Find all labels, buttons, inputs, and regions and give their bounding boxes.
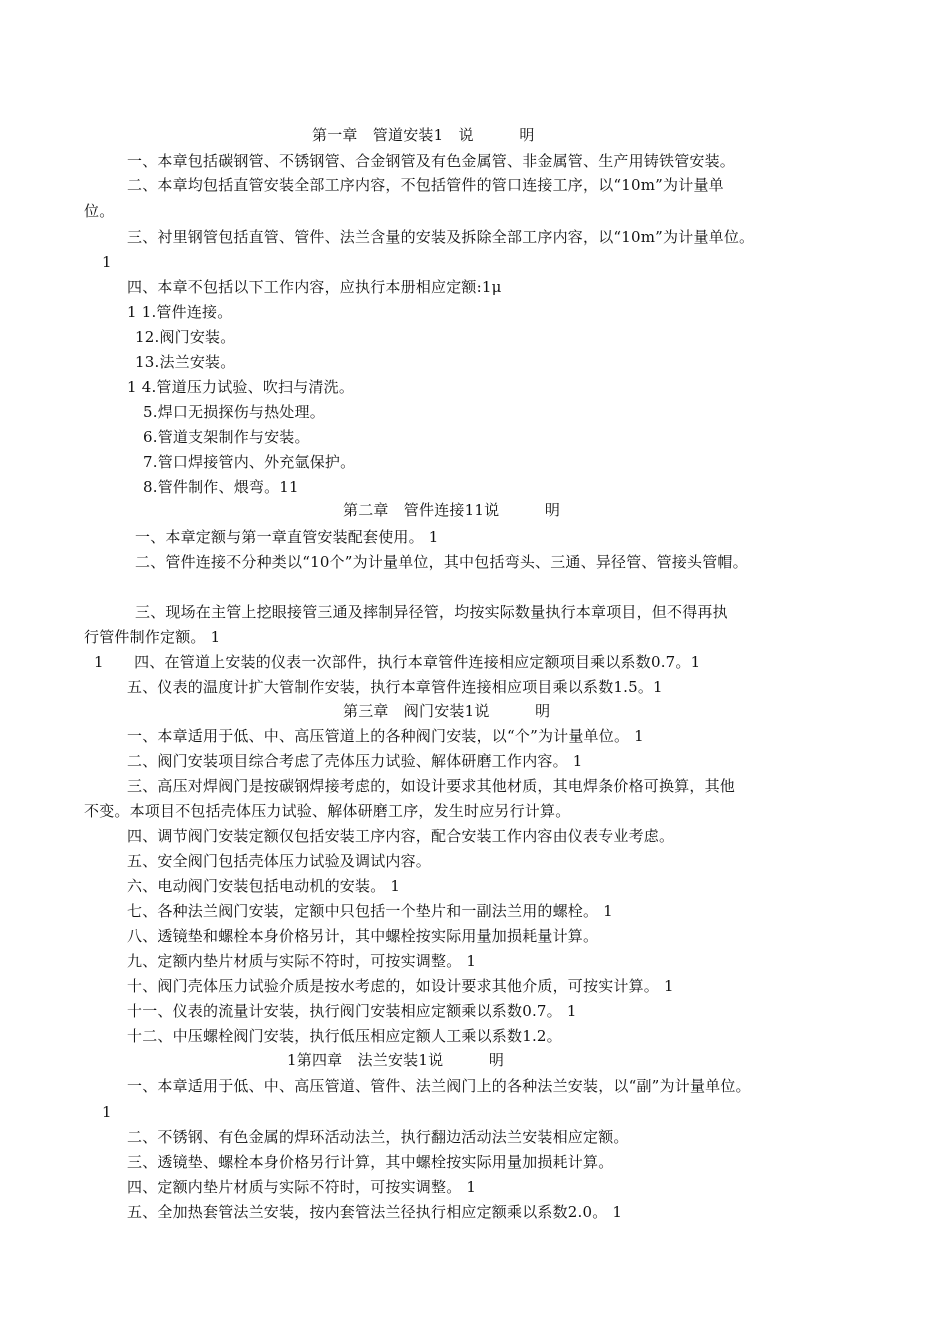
chapter-2-line-2: 二、管件连接不分种类以“10个”为计量单位，其中包括弯头、三通、异径管、管接头管帽。 [135, 553, 748, 571]
chapter-4-line-3: 二、不锈钢、有色金属的焊环活动法兰，执行翻边活动法兰安装相应定额。 [127, 1128, 629, 1146]
chapter-1-line-5: 1 [102, 253, 112, 271]
chapter-3-title: 第三章 阀门安装1说 明 [343, 702, 551, 720]
chapter-3-line-12: 十一、仪表的流量计安装，执行阀门安装相应定额乘以系数0.7。 1 [127, 1002, 577, 1020]
chapter-3-line-4: 不变。本项目不包括壳体压力试验、解体研磨工序，发生时应另行计算。 [84, 802, 571, 820]
chapter-4-line-1: 一、本章适用于低、中、高压管道、管件、法兰阀门上的各种法兰安装，以“副”为计量单位。 [127, 1077, 751, 1095]
chapter-1-line-11: 5.焊口无损探伤与热处理。 [143, 403, 325, 421]
chapter-4-line-5: 四、定额内垫片材质与实际不符时，可按实调整。 1 [127, 1178, 477, 1196]
chapter-3-line-6: 五、安全阀门包括壳体压力试验及调试内容。 [127, 852, 432, 870]
chapter-4-line-4: 三、透镜垫、螺栓本身价格另行计算，其中螺栓按实际用量加损耗计算。 [127, 1153, 614, 1171]
chapter-4-line-6: 五、全加热套管法兰安装，按内套管法兰径执行相应定额乘以系数2.0。 1 [127, 1203, 623, 1221]
chapter-2-line-1: 一、本章定额与第一章直管安装配套使用。 1 [135, 528, 439, 546]
chapter-1-line-1: 一、本章包括碳钢管、不锈钢管、合金钢管及有色金属管、非金属管、生产用铸铁管安装。 [127, 152, 736, 170]
chapter-1-line-10: 1 4.管道压力试验、吹扫与清洗。 [127, 378, 355, 396]
chapter-1-line-12: 6.管道支架制作与安装。 [143, 428, 310, 446]
chapter-3-line-3: 三、高压对焊阀门是按碳钢焊接考虑的，如设计要求其他材质，其电焊条价格可换算，其他 [127, 777, 736, 795]
chapter-1-line-14: 8.管件制作、煨弯。11 [143, 478, 299, 496]
chapter-2-title: 第二章 管件连接11说 明 [343, 501, 561, 519]
chapter-1-line-6: 四、本章不包括以下工作内容，应执行本册相应定额:1μ [127, 278, 502, 296]
chapter-2-line-5: 1 四、在管道上安装的仪表一次部件，执行本章管件连接相应定额项目乘以系数0.7。1 [94, 653, 701, 671]
chapter-3-line-9: 八、透镜垫和螺栓本身价格另计，其中螺栓按实际用量加损耗量计算。 [127, 927, 599, 945]
chapter-1-line-9: 13.法兰安装。 [135, 353, 236, 371]
chapter-4-line-2: 1 [102, 1103, 112, 1121]
chapter-1-line-13: 7.管口焊接管内、外充氩保护。 [143, 453, 356, 471]
chapter-4-title: 1第四章 法兰安装1说 明 [287, 1051, 505, 1069]
chapter-1-line-4: 三、衬里钢管包括直管、管件、法兰含量的安装及拆除全部工序内容，以“10m”为计量单位。 [127, 228, 755, 246]
chapter-1-line-7: 1 1.管件连接。 [127, 303, 233, 321]
chapter-3-line-8: 七、各种法兰阀门安装，定额中只包括一个垫片和一副法兰用的螺栓。 1 [127, 902, 613, 920]
chapter-2-line-3: 三、现场在主管上挖眼接管三通及摔制异径管，均按实际数量执行本章项目，但不得再执 [135, 603, 728, 621]
chapter-1-line-2: 二、本章均包括直管安装全部工序内容，不包括管件的管口连接工序，以“10m”为计量单 [127, 176, 724, 194]
chapter-3-line-2: 二、阀门安装项目综合考虑了壳体压力试验、解体研磨工作内容。 1 [127, 752, 583, 770]
chapter-2-line-4: 行管件制作定额。 1 [84, 628, 221, 646]
chapter-3-line-7: 六、电动阀门安装包括电动机的安装。 1 [127, 877, 401, 895]
chapter-2-line-6: 五、仪表的温度计扩大管制作安装，执行本章管件连接相应项目乘以系数1.5。1 [127, 678, 663, 696]
chapter-3-line-1: 一、本章适用于低、中、高压管道上的各种阀门安装，以“个”为计量单位。 1 [127, 727, 644, 745]
chapter-3-line-11: 十、阀门壳体压力试验介质是按水考虑的，如设计要求其他介质，可按实计算。 1 [127, 977, 674, 995]
chapter-3-line-5: 四、调节阀门安装定额仅包括安装工序内容，配合安装工作内容由仪表专业考虑。 [127, 827, 675, 845]
chapter-1-line-3: 位。 [84, 202, 115, 220]
chapter-3-line-10: 九、定额内垫片材质与实际不符时，可按实调整。 1 [127, 952, 477, 970]
chapter-1-line-8: 12.阀门安装。 [135, 328, 236, 346]
chapter-3-line-13: 十二、中压螺栓阀门安装，执行低压相应定额人工乘以系数1.2。 [127, 1027, 562, 1045]
chapter-1-title: 第一章 管道安装1 说 明 [312, 126, 535, 144]
